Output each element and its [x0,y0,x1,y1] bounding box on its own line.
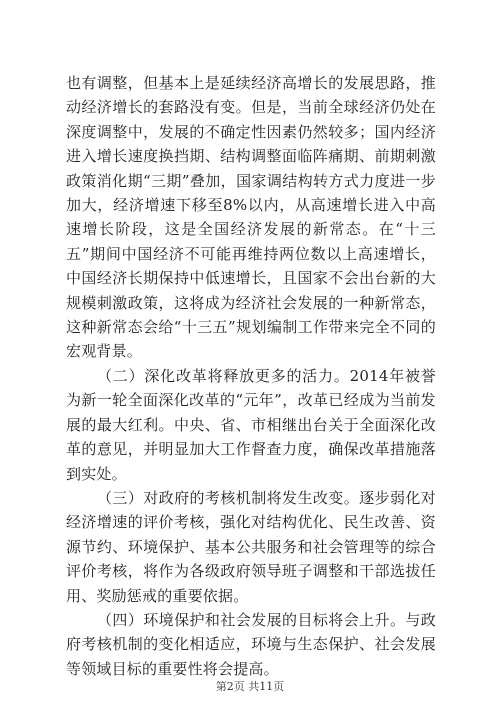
paragraph-section-3: （三）对政府的考核机制将发生改变。逐步弱化对经济增速的评价考核，强化对结构优化、民生改善、资源节约、环境保护、基本公共服务和社会管理等的综合评价考核，将作为各级政府领导班子调整和干部选拔任用、奖励惩戒的重要依据。 [66,488,436,605]
document-body [66,71,436,681]
paragraph-section-2: （二）深化改革将释放更多的活力。2014年被誉为新一轮全面深化改革的“元年”，改革已经成为当前发展的最大红利。中央、省、市相继出台关于全面深化改革的意见，并明显加大工作督查力度，确保改革措施落到实处。 [66,366,436,483]
page-footer: 第2页 共11页 [215,680,285,693]
paragraph-section-4: （四）环境保护和社会发展的目标将会上升。与政府考核机制的变化相适应，环境与生态保护、社会发展等领域目标的重要性将会提高。 [66,610,436,678]
paragraph-continuation: 也有调整，但基本上是延续经济高增长的发展思路，推动经济增长的套路没有变。但是，当前全球经济仍处在深度调整中，发展的不确定性因素仍然较多；国内经济进入增长速度换挡期、结构调整面临阵痛期、前期刺激政策消化期“三期”叠加，国家调结构转方式力度进一步加大，经济增速下移至8%以内，从高速增长进入中高速增长阶段，这是全国经济发展的新常态。在“十三五”期间中国经济不可能再维持两位数以上高速增长，中国经济长期保持中低速增长，且国家不会出台新的大规模刺激政策，这将成为经济社会发展的一种新常态，这种新常态会给“十三五”规划编制工作带来完全不同的宏观背景。 [66,74,436,361]
